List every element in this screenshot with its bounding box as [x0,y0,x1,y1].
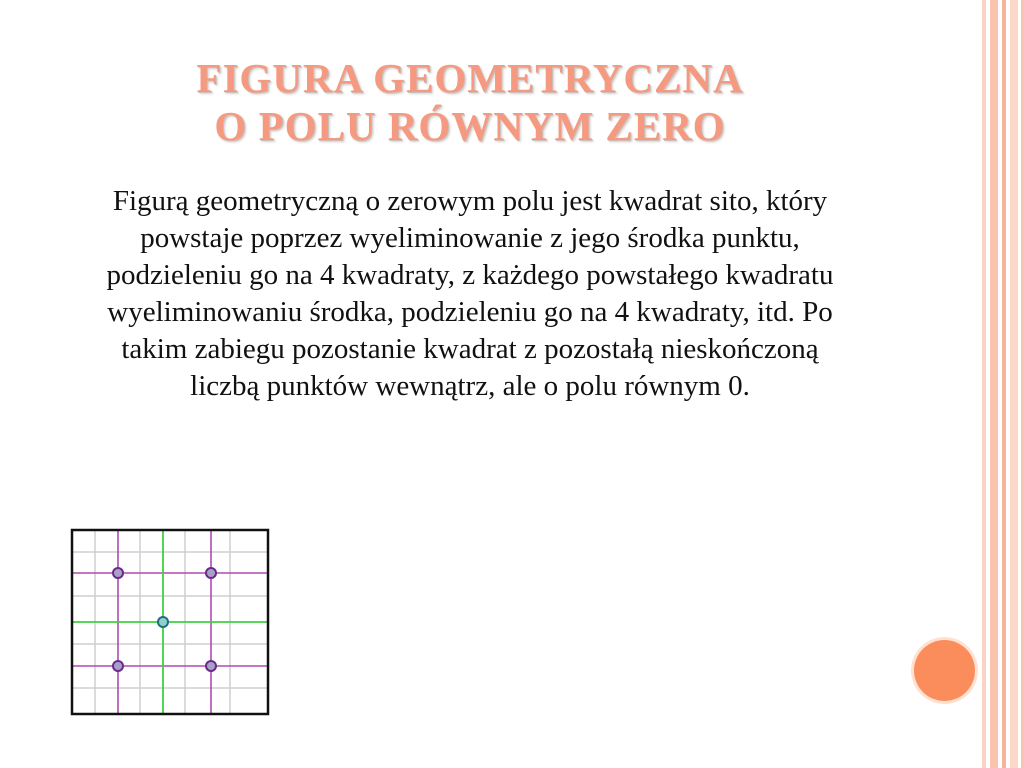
removed-point-center [158,617,168,627]
removed-point [206,661,216,671]
title-line-2: O POLU RÓWNYM ZERO [214,103,726,149]
removed-point [113,661,123,671]
removed-point [113,568,123,578]
removed-point [206,568,216,578]
slide-title [80,54,860,150]
decorative-circle [914,640,975,701]
stripe [1010,0,1018,768]
sieve-square-figure [62,516,280,728]
body-paragraph: Figurą geometryczną o zerowym polu jest kwadrat sito, który powstaje poprzez wyeliminowanie z jego środka punktu, podzieleniu go na 4 kwadraty, z każdego powstałego kwadratu wyeliminowaniu środka, podzieleniu go na 4 kwadraty, itd. Po takim zabiegu pozostanie kwadrat z pozostałą nieskończoną liczbą punktów wewnątrz, ale o polu równym 0. [106,185,834,402]
stripe [990,0,998,768]
grid-drawing [62,516,280,728]
decorative-stripes [980,0,1024,768]
stripe [1002,0,1006,768]
title-line-1: FIGURA GEOMETRYCZNA [196,55,744,101]
stripe [982,0,986,768]
